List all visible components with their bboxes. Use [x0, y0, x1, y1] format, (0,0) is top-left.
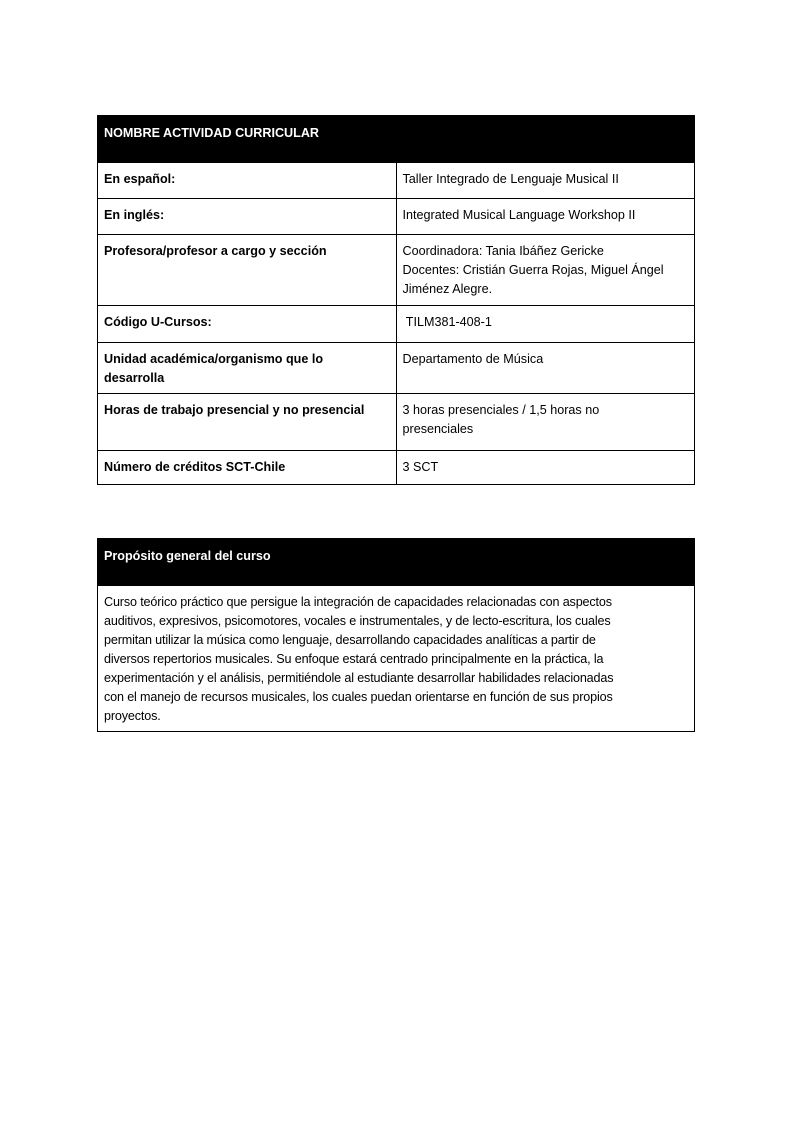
- table-header-row: [98, 539, 695, 586]
- table-row: [98, 451, 695, 485]
- label-line: desarrolla: [104, 371, 165, 385]
- value-line: 3 horas presenciales / 1,5 horas no: [402, 403, 600, 417]
- purpose-line: experimentación y el análisis, permitiéndole al estudiante desarrollar habilidades relacionadas: [104, 671, 614, 685]
- row-value: [396, 343, 695, 394]
- value-line: Departamento de Música: [402, 352, 544, 366]
- purpose-line: diversos repertorios musicales. Su enfoque estará centrado principalmente en la práctica, la: [104, 652, 604, 666]
- table-row: [98, 199, 695, 235]
- label-line: En inglés:: [104, 208, 165, 222]
- label-line: Unidad académica/organismo que lo: [104, 352, 324, 366]
- purpose-line: proyectos.: [104, 709, 161, 723]
- row-label: [98, 235, 397, 306]
- course-purpose-table: [97, 538, 695, 732]
- value-line: Jiménez Alegre.: [402, 282, 493, 296]
- row-label: [98, 394, 397, 451]
- purpose-line: Curso teórico práctico que persigue la integración de capacidades relacionadas con aspectos: [104, 595, 612, 609]
- purpose-line: permitan utilizar la música como lenguaje, desarrollando capacidades analíticas a partir de: [104, 633, 596, 647]
- table-row: [98, 343, 695, 394]
- value-line: TILM381-408-1: [402, 315, 492, 329]
- table-header: Propósito general del curso: [98, 539, 695, 586]
- label-line: En español:: [104, 172, 176, 186]
- table-row: [98, 235, 695, 306]
- table-row: [98, 163, 695, 199]
- row-value: [396, 163, 695, 199]
- row-label: [98, 306, 397, 343]
- row-value: [396, 199, 695, 235]
- row-label: [98, 343, 397, 394]
- table-row: [98, 394, 695, 451]
- value-line: Coordinadora: Tania Ibáñez Gericke: [402, 244, 604, 258]
- row-label: [98, 199, 397, 235]
- row-label: [98, 451, 397, 485]
- label-line: Profesora/profesor a cargo y sección: [104, 244, 327, 258]
- course-info-table: [97, 115, 695, 485]
- value-line: Integrated Musical Language Workshop II: [402, 208, 636, 222]
- value-line: 3 SCT: [402, 460, 439, 474]
- purpose-row: [98, 586, 695, 732]
- purpose-line: con el manejo de recursos musicales, los cuales puedan orientarse en función de sus propios: [104, 690, 613, 704]
- row-label: [98, 163, 397, 199]
- table-header-row: [98, 116, 695, 163]
- row-value: [396, 235, 695, 306]
- row-value: [396, 306, 695, 343]
- value-line: presenciales: [402, 422, 474, 436]
- label-line: Número de créditos SCT-Chile: [104, 460, 286, 474]
- value-line: Docentes: Cristián Guerra Rojas, Miguel Ángel: [402, 263, 664, 277]
- value-line: Taller Integrado de Lenguaje Musical II: [402, 172, 619, 186]
- row-value: [396, 451, 695, 485]
- purpose-text: [98, 586, 695, 732]
- row-value: [396, 394, 695, 451]
- label-line: Horas de trabajo presencial y no presencial: [104, 403, 365, 417]
- table-row: [98, 306, 695, 343]
- table-header: NOMBRE ACTIVIDAD CURRICULAR: [98, 116, 695, 163]
- label-line: Código U-Cursos:: [104, 315, 212, 329]
- purpose-line: auditivos, expresivos, psicomotores, vocales e instrumentales, y de lecto-escritura, los cuales: [104, 614, 611, 628]
